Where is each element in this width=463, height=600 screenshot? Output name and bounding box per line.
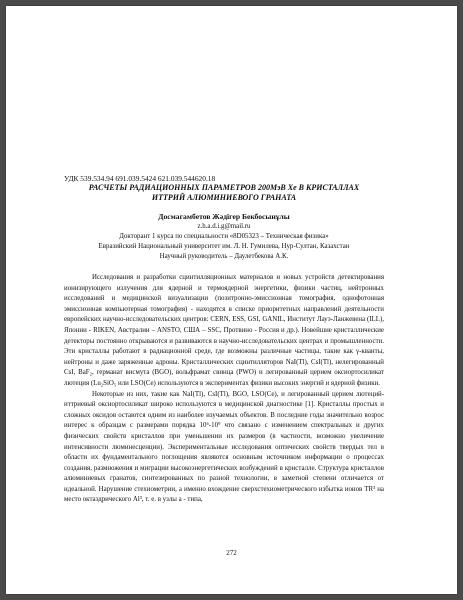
document-page bbox=[6, 6, 457, 594]
page-content bbox=[64, 174, 384, 506]
title-line-2: ИТТРИЙ АЛЮМИНИЕВОГО ГРАНАТА bbox=[151, 193, 297, 202]
affiliation-supervisor: Научный руководитель – Даулетбекова А.К. bbox=[159, 253, 289, 260]
udk-code: УДК 539.534.94 691.039.5424 621.039.544620.18 bbox=[64, 174, 216, 183]
body-paragraph-2: Некоторые из них, такие как NaI(Tl), CsI(Tl), BGO, LSO(Ce), и легированный церием лютеций-иттриевый оксиортосиликат широко используются в медицинской диагностике [1]. Кристаллы простых и сложных оксидов остаются одним из наиболее изучаемых объектов. В последние годы значительно возрос интерес к образцам с размерами порядка 10⁶-10⁹ что связано с изменением спектральных и других физических свойств кристаллов при уменьшении их размеров (в частности, возможно увеличение интенсивности люминесценции). Экспериментальные исследования оптических свойств твердых тел в области их фундаментального поглощения являются основным источником информации о процессах создания, размножения и миграции высокоэнергетических возбуждений в кристалле. Структура кристаллов алюминиевых гранатов, синтезированных по разной технологии, в заметной степени отличается от идеальной. Нарушение стехиометрии, а именно вхождение сверхстехиометрического избытка ионов TR³ на место октаэдрического Al³, т. е. в узлы a - типа, bbox=[64, 390, 384, 504]
author-email: z.h.a.d.i.g@mail.ru bbox=[197, 223, 251, 230]
title-line-1: РАСЧЕТЫ РАДИАЦИОННЫХ ПАРАМЕТРОВ 200МэВ Xe В КРИСТАЛЛАХ bbox=[88, 183, 360, 192]
affiliation-university: Евразийский Национальный университет им. Л. Н. Гумилева, Нур-Султан, Казахстан bbox=[98, 243, 350, 250]
body-paragraph-1: Исследования и разработки сцинтилляционных материалов и новых устройств детектирования ионизирующего излучения для ядерной и термоядерной энергетики, физики частиц, нейтронных исследований и медицинской визуализации (позитронно-эмиссионная томография, однофотонная эмиссионная компьютерная томография) - находятся в списке приоритетных направлений деятельности европейских научно-исследовательских центров: CERN, ESS, GSI, GANIL, Институт Лауэ-Ланжевена (ILL), Японии - RIKEN, Австралии – ANSTO, США – SSC, Протвино - Россия и др.). Новейшие кристаллические детекторы постоянно открываются и развиваются в научно-исследовательских центрах и промышленности. Эти кристаллы работают в радиационной среде, где возможны различные частицы, такие как γ-кванты, нейтроны и даже заряженные адроны. Кристаллических сцинтилляторов NaI(Tl), CsI(Tl), нелегированный CsI, BaF₂, германат висмута (BGO), вольфрамат свинца (PWO) и легированный церием оксиортосиликат лютеция (Lu₂SiO₅ или LSO(Ce) используются в экспериментах физики высоких энергий и ядерной физики. bbox=[64, 274, 384, 387]
affiliation-program: Докторант 1 курса по специальности «8D05323 – Техническая физика» bbox=[119, 233, 329, 240]
page-number: 272 bbox=[226, 549, 237, 557]
author-name: Досмагамбетов Жәдігер Бекбосынұлы bbox=[158, 212, 290, 221]
